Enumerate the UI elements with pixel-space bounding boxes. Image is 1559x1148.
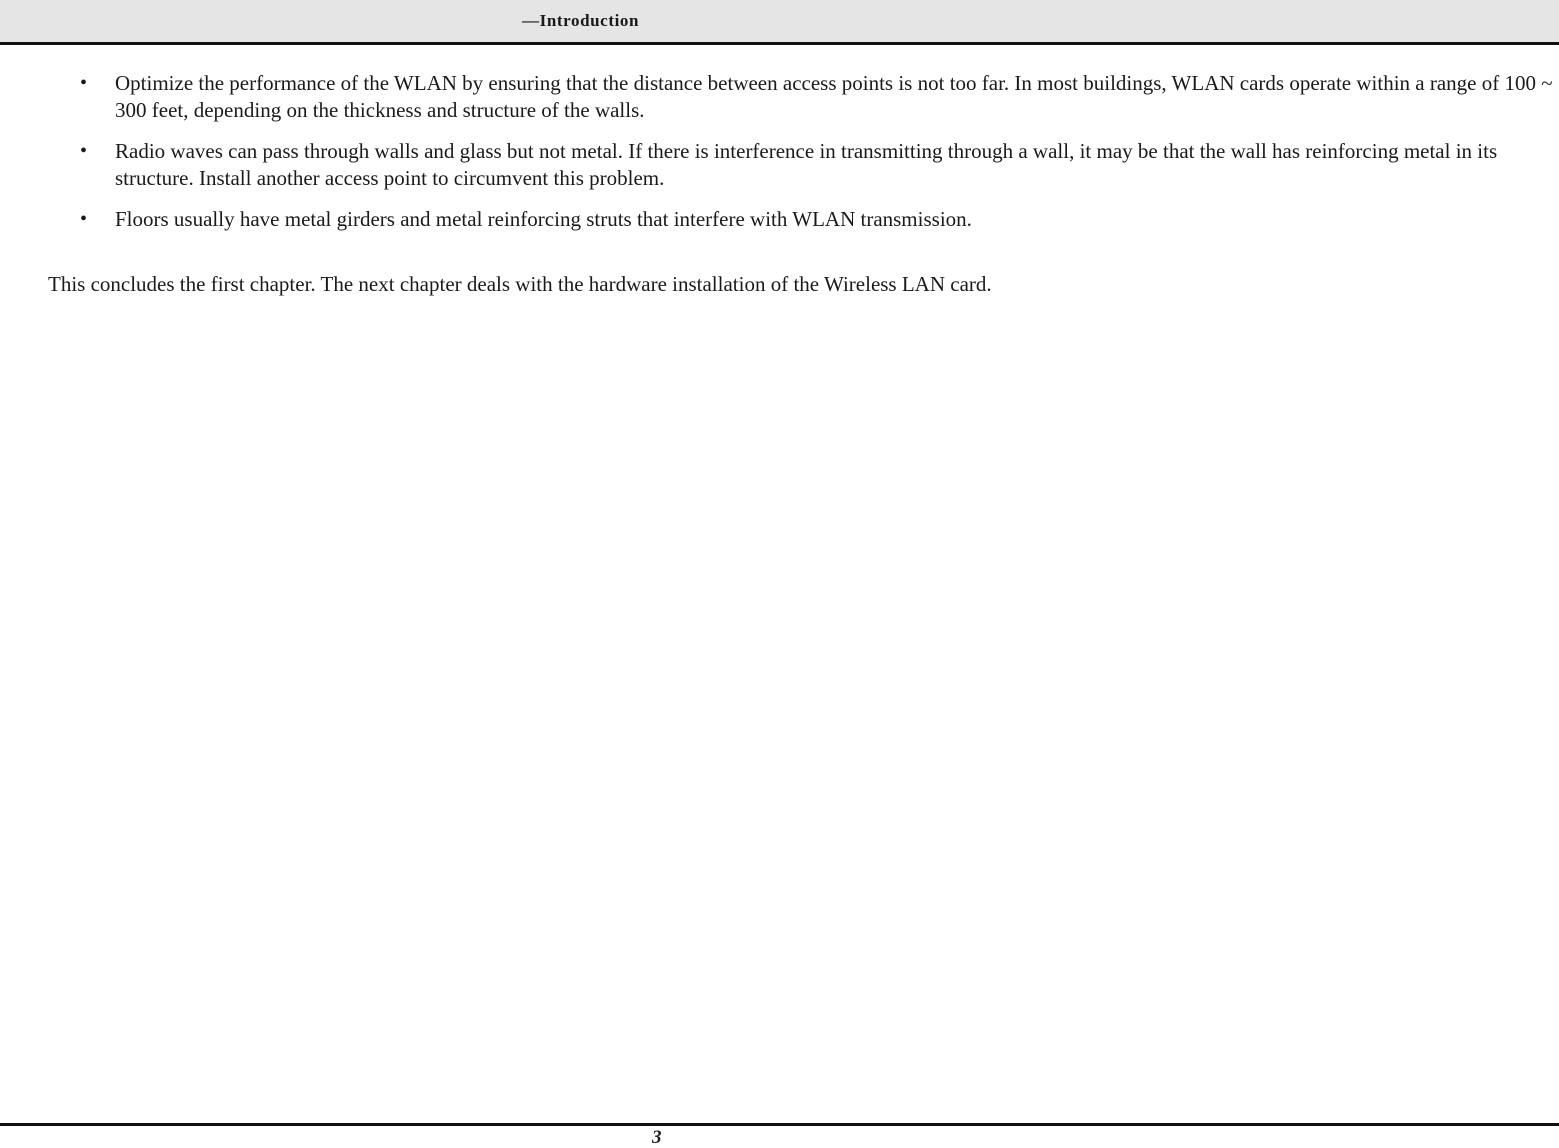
closing-paragraph: This concludes the first chapter. The next chapter deals with the hardware installation of the Wireless LAN card. <box>48 272 992 296</box>
bullet-icon: • <box>80 72 88 94</box>
list-item <box>0 138 1559 192</box>
running-header <box>0 0 1559 45</box>
list-item <box>0 206 1559 233</box>
bullet-icon: • <box>80 140 88 162</box>
list-item-text: Optimize the performance of the WLAN by ensuring that the distance between access points is not too far. In most buildings, WLAN cards operate within a range of 100 ~ 300 feet, depending on the thickness and structure of the walls. <box>115 71 1553 122</box>
list-item <box>0 70 1559 124</box>
page-number: 3 <box>652 1127 662 1148</box>
bullet-list <box>0 70 1559 247</box>
header-title: —Introduction <box>522 11 640 30</box>
list-item-text: Floors usually have metal girders and metal reinforcing struts that interfere with WLAN transmission. <box>115 207 972 231</box>
bullet-icon: • <box>80 208 88 230</box>
footer-rule <box>0 1123 1559 1126</box>
list-item-text: Radio waves can pass through walls and glass but not metal. If there is interference in transmitting through a wall, it may be that the wall has reinforcing metal in its structure. Install another access point to circumvent this problem. <box>115 139 1498 190</box>
